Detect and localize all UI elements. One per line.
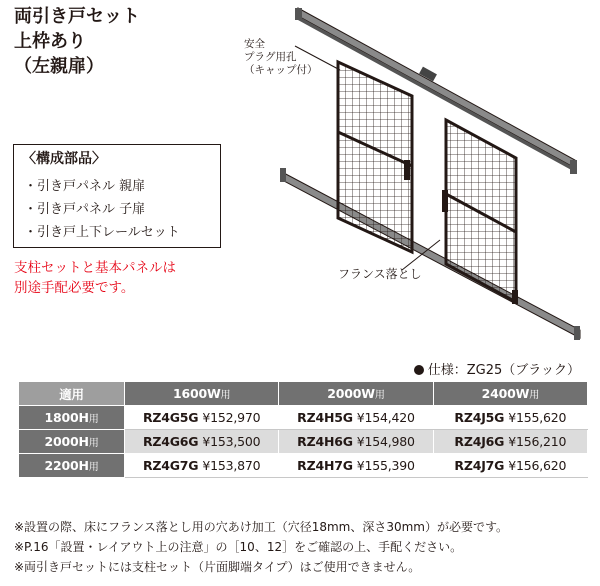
child-door-panel	[442, 120, 518, 304]
parts-item-rail-set: ・引き戸上下レールセット	[24, 225, 180, 240]
title-line-2: 上枠あり	[14, 31, 86, 52]
page-title	[14, 4, 140, 79]
product-diagram	[240, 0, 590, 354]
parts-heading: 〈構成部品〉	[22, 151, 106, 167]
lower-rail	[280, 168, 580, 340]
spec-text: 仕様：ZG25（ブラック）	[427, 363, 580, 378]
table-cell: RZ4H7G ¥155,390	[279, 454, 433, 478]
table-row	[19, 454, 588, 478]
table-cell: RZ4G7G ¥153,870	[125, 454, 279, 478]
parts-item-child-door: ・引き戸パネル 子扉	[24, 202, 146, 217]
title-line-3: （左親扉）	[14, 56, 104, 77]
table-row	[19, 406, 588, 430]
row-header-2200h: 2200H用	[19, 454, 125, 478]
red-note	[14, 258, 176, 298]
table-cell: RZ4G6G ¥153,500	[125, 430, 279, 454]
table-cell: RZ4J5G ¥155,620	[433, 406, 587, 430]
footnote-drilling: ※設置の際、床にフランス落とし用の穴あけ加工（穴径18mm、深さ30mm）が必要です。	[14, 520, 509, 534]
table-cell: RZ4H5G ¥154,420	[279, 406, 433, 430]
table-header-2400w: 2400W用	[433, 382, 587, 406]
table-cell: RZ4H6G ¥154,980	[279, 430, 433, 454]
table-cell: RZ4J6G ¥156,210	[433, 430, 587, 454]
table-cell: RZ4J7G ¥156,620	[433, 454, 587, 478]
parent-door-panel	[338, 62, 412, 252]
footnote-post-set: ※両引き戸セットには支柱セット（片面脚端タイプ）はご使用できません。	[14, 560, 421, 574]
flange-label: フランス落とし	[338, 267, 422, 281]
price-table	[18, 381, 588, 478]
parts-item-parent-door: ・引き戸パネル 親扉	[24, 179, 146, 194]
row-header-2000h: 2000H用	[19, 430, 125, 454]
table-header-corner: 適用	[19, 382, 125, 406]
table-header-1600w: 1600W用	[125, 382, 279, 406]
bullet-icon	[414, 365, 424, 375]
safety-hole-label: 安全 プラグ用孔 （キャップ付）	[244, 38, 318, 76]
table-cell: RZ4G5G ¥152,970	[125, 406, 279, 430]
table-row	[19, 430, 588, 454]
parts-box	[13, 144, 221, 248]
spec-label	[414, 359, 580, 378]
table-header-2000w: 2000W用	[279, 382, 433, 406]
title-line-1: 両引き戸セット	[14, 6, 140, 27]
footnote-reference: ※P.16「設置・レイアウト上の注意」の［10、12］をご確認の上、手配ください。	[14, 540, 463, 554]
table-header-row	[19, 382, 588, 406]
red-note-line-2: 別途手配必要です。	[14, 280, 135, 296]
red-note-line-1: 支柱セットと基本パネルは	[14, 260, 176, 276]
row-header-1800h: 1800H用	[19, 406, 125, 430]
